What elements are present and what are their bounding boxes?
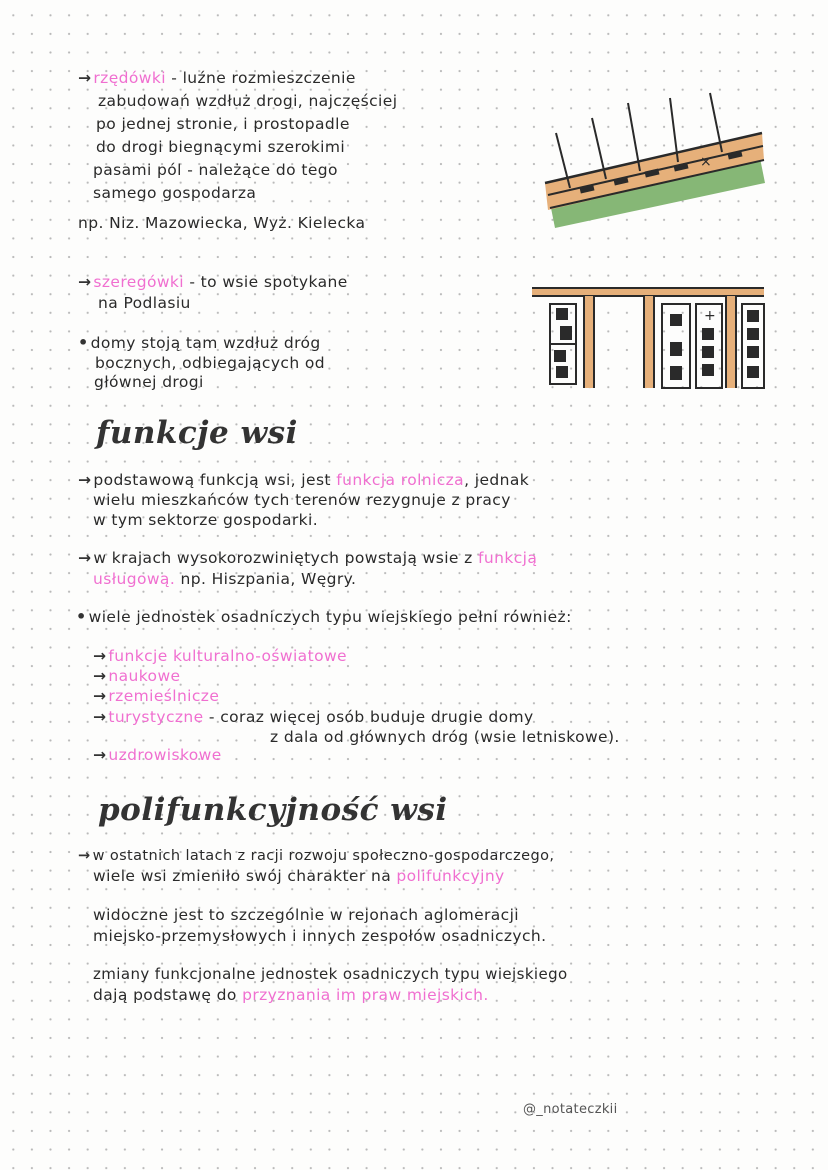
arrow-icon: →: [93, 708, 107, 726]
text: dają podstawę do: [93, 986, 243, 1004]
text: podstawową funkcją wsi, jest: [93, 471, 337, 489]
rzedowki-line-4: do drogi biegnącymi szerokimi: [96, 138, 346, 156]
term-funkcja: funkcją: [478, 549, 538, 567]
text: domy stoją tam wzdłuż dróg: [90, 334, 321, 352]
text: - to wsie spotykane: [184, 273, 348, 291]
szeregowki-line-1: [78, 272, 348, 292]
signature: @_notateczkii: [523, 1102, 618, 1117]
svg-text:×: ×: [700, 154, 712, 170]
szeregowki-bullet-1: [78, 333, 321, 353]
heading-funkcje-wsi: funkcje wsi: [96, 415, 298, 451]
poli-p3-line-2: [93, 985, 489, 1005]
list-item-naukowe: [93, 666, 180, 686]
arrow-icon: →: [78, 848, 91, 864]
text: , jednak: [464, 471, 530, 489]
arrow-icon: →: [78, 549, 92, 567]
funkcje-p1-line-1: [78, 470, 529, 490]
text: funkcje kulturalno-oświatowe: [108, 647, 347, 665]
funkcje-p1-line-3: w tym sektorze gospodarki.: [93, 511, 319, 529]
funkcje-p1-line-2: wielu mieszkańców tych terenów rezygnuje z pracy: [93, 491, 511, 509]
text: w krajach wysokorozwiniętych powstają wsie z: [93, 549, 479, 567]
rzedowki-line-5: pasami pól - należące do tego: [93, 161, 338, 179]
szeregowki-bullet-3: głównej drogi: [94, 373, 204, 391]
text: np. Hiszpania, Węgry.: [175, 570, 357, 588]
list-item-rzemieslnicze: [93, 686, 219, 706]
funkcje-p2-line-1: [78, 548, 537, 568]
term-uslugowa: usługową.: [93, 570, 176, 588]
list-item-turystyczne-cont: z dala od głównych dróg (wsie letniskowe).: [270, 728, 620, 746]
arrow-icon: →: [93, 687, 107, 705]
street-village-illustration: [532, 284, 772, 394]
poli-p1-line-1: [78, 846, 554, 866]
term-rzedowki: rzędówki: [93, 69, 166, 87]
bullet-icon: •: [76, 607, 87, 626]
text: - coraz więcej osób buduje drugie domy: [203, 708, 534, 726]
szeregowki-bullet-2: bocznych, odbiegających od: [95, 354, 326, 372]
list-item-uzdrowiskowe: [93, 745, 222, 765]
heading-polifunkcyjnosc-wsi: polifunkcyjność wsi: [98, 792, 448, 828]
arrow-icon: →: [78, 69, 92, 87]
term-szeregowki: szeregówki: [93, 273, 184, 291]
list-item-turystyczne: [93, 707, 534, 727]
arrow-icon: →: [93, 746, 107, 764]
bullet-icon: •: [78, 333, 89, 352]
rzedowki-line-3: po jednej stronie, i prostopadle: [96, 115, 350, 133]
text: w ostatnich latach z racji rozwoju społeczno-gospodarczego,: [92, 848, 555, 864]
funkcje-p3: [76, 607, 572, 627]
rzedowki-example: np. Niz. Mazowiecka, Wyż. Kielecka: [78, 214, 366, 232]
row-village-illustration: [540, 78, 770, 238]
text: - luźne rozmieszczenie: [165, 69, 356, 87]
szeregowki-line-2: na Podlasiu: [98, 294, 191, 312]
rzedowki-line-6: samego gospodarza: [93, 184, 257, 202]
rzedowki-line-1: [78, 68, 356, 88]
text: wiele jednostek osadniczych typu wiejskiego pełni również:: [88, 608, 572, 626]
text: naukowe: [108, 667, 181, 685]
list-item-kulturalno: [93, 646, 347, 666]
text: uzdrowiskowe: [108, 746, 222, 764]
arrow-icon: →: [78, 471, 92, 489]
rzedowki-line-2: zabudowań wzdłuż drogi, najczęściej: [98, 92, 398, 110]
term-polifunkcyjny: polifunkcyjny: [396, 867, 505, 885]
poli-p2-line-2: miejsko-przemysłowych i innych zespołów osadniczych.: [93, 927, 547, 945]
term-prawa-miejskie: przyznania im praw miejskich.: [242, 986, 489, 1004]
text: turystyczne: [108, 708, 204, 726]
svg-text:+: +: [704, 308, 716, 324]
text: wiele wsi zmieniło swój charakter na: [93, 867, 397, 885]
term-funkcja-rolnicza: funkcja rolnicza: [336, 471, 465, 489]
text: rzemieślnicze: [108, 687, 220, 705]
arrow-icon: →: [93, 647, 107, 665]
arrow-icon: →: [78, 273, 92, 291]
poli-p3-line-1: zmiany funkcjonalne jednostek osadniczych typu wiejskiego: [93, 965, 568, 983]
funkcje-p2-line-2: [93, 569, 356, 589]
arrow-icon: →: [93, 667, 107, 685]
poli-p2-line-1: widoczne jest to szczególnie w rejonach aglomeracji: [93, 906, 520, 924]
poli-p1-line-2: [93, 866, 505, 886]
